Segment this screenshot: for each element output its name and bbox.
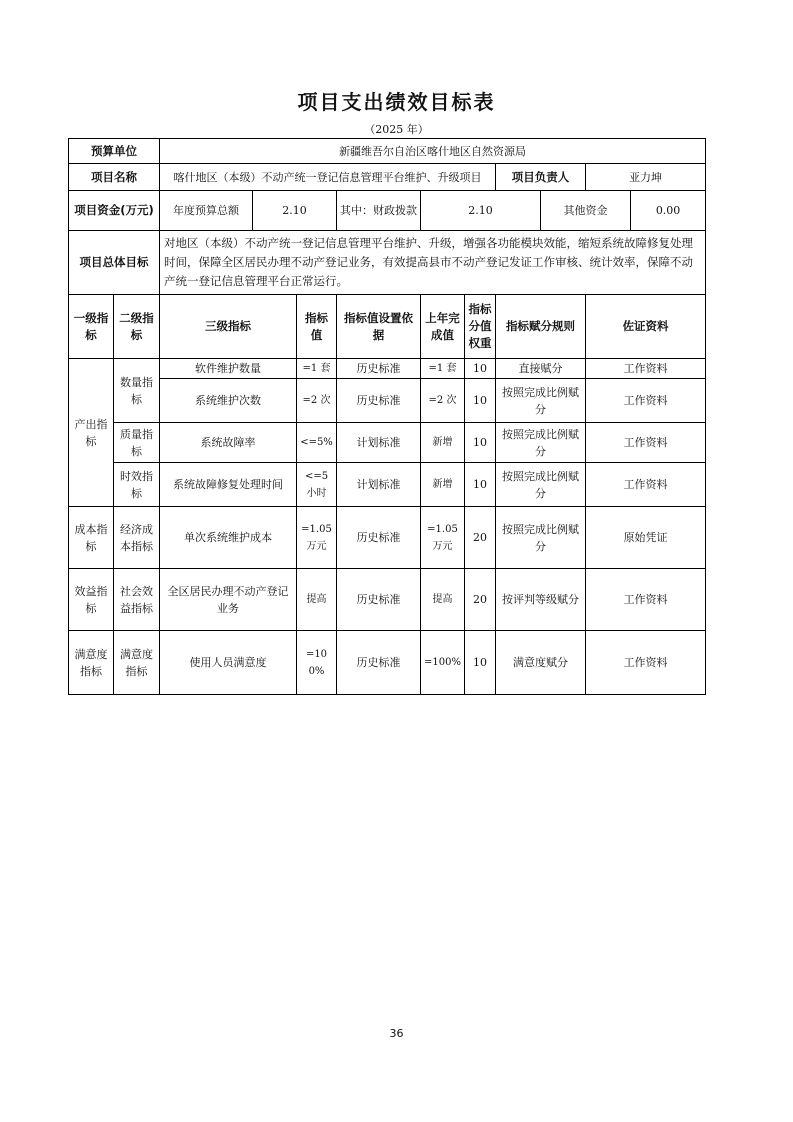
header-level1: 一级指标: [69, 295, 114, 359]
unit-label: 预算单位: [69, 139, 160, 164]
last-year-cell: =100%: [421, 631, 465, 695]
weight-cell: 20: [465, 507, 496, 569]
last-year-cell: 提高: [421, 569, 465, 631]
indicator-cell: 全区居民办理不动产登记业务: [160, 569, 297, 631]
last-year-cell: =1.05万元: [421, 507, 465, 569]
page-number: 36: [389, 1027, 404, 1040]
indicator-cell: 使用人员满意度: [160, 631, 297, 695]
table-row: [69, 359, 706, 379]
group-economic-cost: 经济成本指标: [114, 507, 160, 569]
header-rule: 指标赋分规则: [496, 295, 586, 359]
basis-cell: 计划标准: [337, 423, 421, 463]
total-budget-label: 年度预算总额: [160, 191, 253, 231]
value-cell: <=5%: [297, 423, 337, 463]
basis-cell: 历史标准: [337, 569, 421, 631]
indicator-cell: 单次系统维护成本: [160, 507, 297, 569]
basis-cell: 历史标准: [337, 359, 421, 379]
rule-cell: 直接赋分: [496, 359, 586, 379]
owner-value: 亚力坤: [586, 164, 706, 191]
group-timeliness: 时效指标: [114, 463, 160, 507]
name-row: [69, 164, 706, 191]
group-output: 产出指标: [69, 359, 114, 507]
last-year-cell: =2 次: [421, 379, 465, 423]
indicator-cell: 系统故障修复处理时间: [160, 463, 297, 507]
goal-label: 项目总体目标: [69, 231, 160, 295]
owner-label: 项目负责人: [496, 164, 586, 191]
group-quantity: 数量指标: [114, 359, 160, 423]
value-cell: =1 套: [297, 359, 337, 379]
fund-label: 项目资金(万元): [69, 191, 160, 231]
group-cost: 成本指标: [69, 507, 114, 569]
indicator-cell: 系统维护次数: [160, 379, 297, 423]
fund-row: [69, 191, 706, 231]
header-evidence: 佐证资料: [586, 295, 706, 359]
evidence-cell: 工作资料: [586, 463, 706, 507]
rule-cell: 按照完成比例赋分: [496, 379, 586, 423]
group-social-benefit: 社会效益指标: [114, 569, 160, 631]
basis-cell: 历史标准: [337, 379, 421, 423]
fiscal-label: 其中：财政拨款: [337, 191, 421, 231]
evidence-cell: 工作资料: [586, 359, 706, 379]
other-fund-value: 0.00: [631, 191, 706, 231]
weight-cell: 20: [465, 569, 496, 631]
other-fund-label: 其他资金: [541, 191, 631, 231]
last-year-cell: =1 套: [421, 359, 465, 379]
last-year-cell: 新增: [421, 463, 465, 507]
indicator-cell: 软件维护数量: [160, 359, 297, 379]
table-row: [69, 569, 706, 631]
header-row: [69, 295, 706, 359]
weight-cell: 10: [465, 379, 496, 423]
evidence-cell: 工作资料: [586, 379, 706, 423]
weight-cell: 10: [465, 631, 496, 695]
rule-cell: 按照完成比例赋分: [496, 423, 586, 463]
header-weight: 指标分值权重: [465, 295, 496, 359]
value-cell: =1.05万元: [297, 507, 337, 569]
rule-cell: 按照完成比例赋分: [496, 507, 586, 569]
table-row: [69, 379, 706, 423]
value-cell: =100%: [297, 631, 337, 695]
goal-text: 对地区（本级）不动产统一登记信息管理平台维护、升级，增强各功能模块效能，缩短系统故障修复处理时间，保障全区居民办理不动产登记业务，有效提高县市不动产登记发证工作审核、统计效率，保障不动产统一登记信息管理平台正常运行。: [160, 231, 706, 295]
header-value: 指标值: [297, 295, 337, 359]
group-satisfaction: 满意度指标: [69, 631, 114, 695]
header-level2: 二级指标: [114, 295, 160, 359]
rule-cell: 满意度赋分: [496, 631, 586, 695]
evidence-cell: 原始凭证: [586, 507, 706, 569]
table-row: [69, 631, 706, 695]
project-name-value: 喀什地区（本级）不动产统一登记信息管理平台维护、升级项目: [160, 164, 496, 191]
year-label: （2025 年）: [364, 123, 429, 136]
group-satisfaction-sub: 满意度指标: [114, 631, 160, 695]
performance-target-table: [68, 138, 706, 695]
basis-cell: 历史标准: [337, 631, 421, 695]
rule-cell: 按照完成比例赋分: [496, 463, 586, 507]
weight-cell: 10: [465, 359, 496, 379]
last-year-cell: 新增: [421, 423, 465, 463]
evidence-cell: 工作资料: [586, 569, 706, 631]
group-benefit: 效益指标: [69, 569, 114, 631]
project-name-label: 项目名称: [69, 164, 160, 191]
weight-cell: 10: [465, 463, 496, 507]
evidence-cell: 工作资料: [586, 423, 706, 463]
header-basis: 指标值设置依据: [337, 295, 421, 359]
total-budget-value: 2.10: [253, 191, 337, 231]
table-row: [69, 463, 706, 507]
evidence-cell: 工作资料: [586, 631, 706, 695]
header-last-year: 上年完成值: [421, 295, 465, 359]
weight-cell: 10: [465, 423, 496, 463]
goal-row: [69, 231, 706, 295]
basis-cell: 历史标准: [337, 507, 421, 569]
value-cell: 提高: [297, 569, 337, 631]
basis-cell: 计划标准: [337, 463, 421, 507]
page-title: 项目支出绩效目标表: [297, 90, 496, 114]
rule-cell: 按评判等级赋分: [496, 569, 586, 631]
group-quality: 质量指标: [114, 423, 160, 463]
unit-value: 新疆维吾尔自治区喀什地区自然资源局: [160, 139, 706, 164]
unit-row: [69, 139, 706, 164]
table-row: [69, 423, 706, 463]
fiscal-value: 2.10: [421, 191, 541, 231]
table-row: [69, 507, 706, 569]
indicator-cell: 系统故障率: [160, 423, 297, 463]
header-level3: 三级指标: [160, 295, 297, 359]
value-cell: =2 次: [297, 379, 337, 423]
value-cell: <=5小时: [297, 463, 337, 507]
